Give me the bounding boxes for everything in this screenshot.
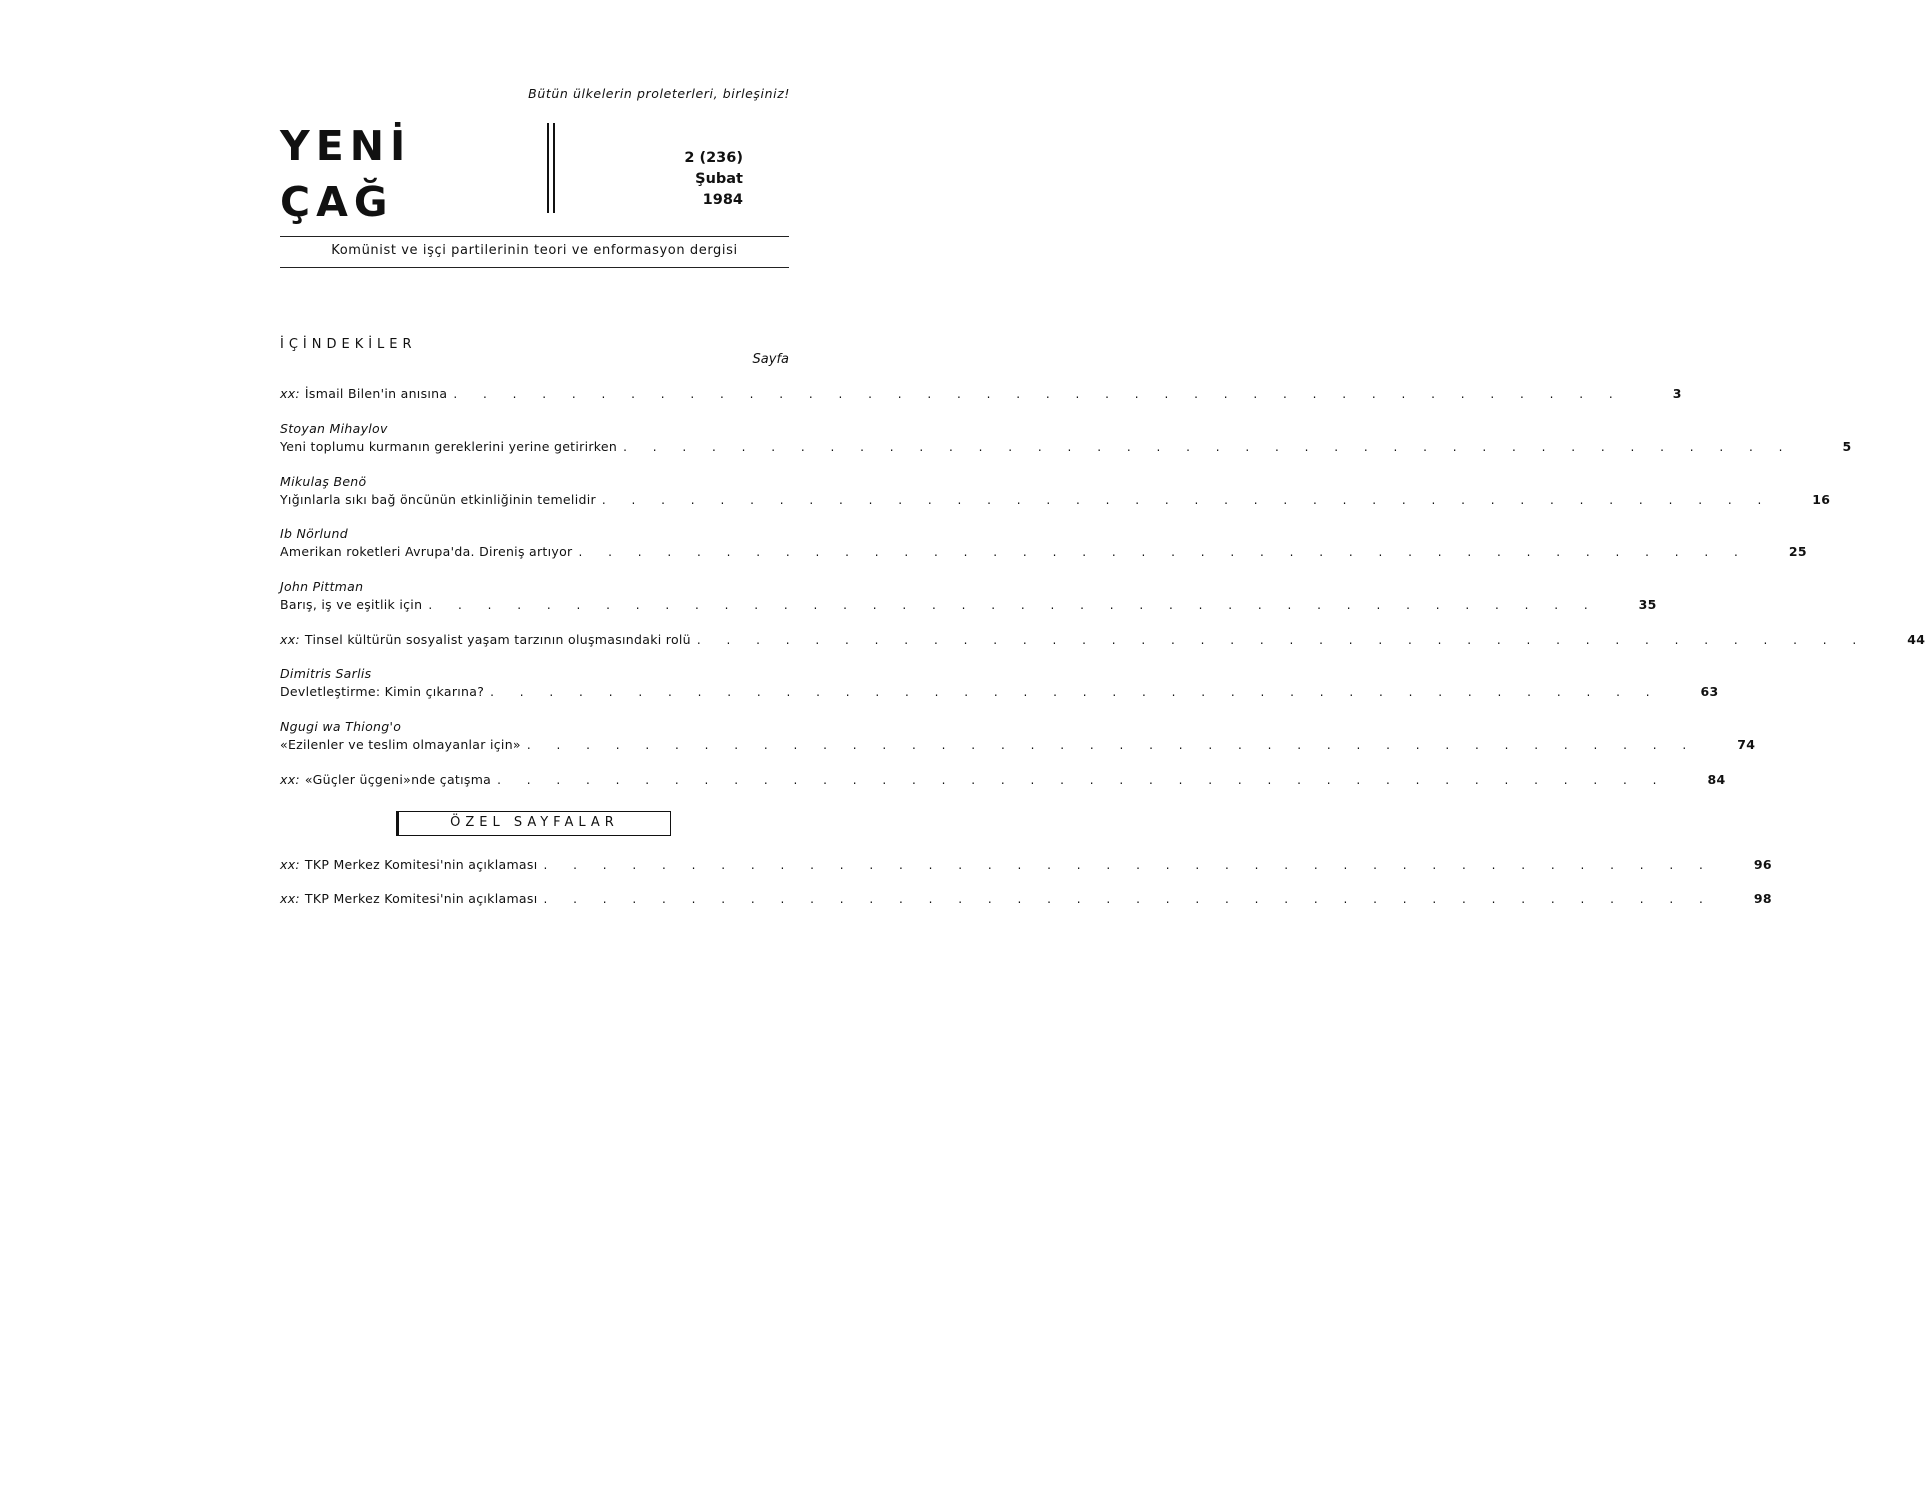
entry-title: Tinsel kültürün sosyalist yaşam tarzının oluşmasındaki rolü [304, 632, 691, 647]
entry-page-number: 63 [1700, 684, 1719, 699]
dot-leader: . . . . . . . . . . . . . . . . . . . . . . . . . . . . . . . . . . . . . . . . [428, 598, 1599, 612]
subtitle-bottom-rule [280, 267, 789, 268]
entry-title: TKP Merkez Komitesi'nin açıklaması [304, 857, 538, 872]
entry-author: Ib Nörlund [280, 526, 348, 541]
toc-entry-row [280, 438, 1852, 456]
entry-prefix: xx: [280, 386, 300, 401]
entry-author: Mikulaş Benö [280, 474, 367, 489]
masthead-divider [547, 123, 555, 213]
entry-author: Ngugi wa Thiong'o [280, 719, 402, 734]
issue-number: 2 (236) [684, 150, 743, 166]
masthead-line-1: YENİ [280, 122, 412, 170]
toc-entry [280, 525, 1807, 561]
entry-page-number: 74 [1737, 737, 1756, 752]
dot-leader: . . . . . . . . . . . . . . . . . . . . . . . . . . . . . . . . . . . . . . . . [601, 493, 1773, 507]
entry-title: Devletleştirme: Kimin çıkarına? [280, 684, 485, 699]
motto: Bütün ülkelerin proleterleri, birleşiniz! [528, 86, 790, 101]
entry-page-number: 98 [1753, 891, 1772, 906]
toc-entry [280, 631, 1925, 649]
dot-leader: . . . . . . . . . . . . . . . . . . . . . . . . . . . . . . . . . . . . . . . . [453, 387, 1624, 401]
toc-entry-row [280, 771, 1726, 789]
toc-entry [280, 718, 1756, 754]
entry-page-number: 96 [1753, 857, 1772, 872]
entry-page-number: 35 [1638, 597, 1657, 612]
entry-page-number: 44 [1907, 632, 1925, 647]
entry-title: Barış, iş ve eşitlik için [280, 597, 423, 612]
entry-title: Yeni toplumu kurmanın gereklerini yerine getirirken [280, 439, 618, 454]
dot-leader: . . . . . . . . . . . . . . . . . . . . . . . . . . . . . . . . . . . . . . . . [623, 440, 1794, 454]
entry-title: Amerikan roketleri Avrupa'da. Direniş artıyor [280, 544, 573, 559]
entry-prefix: xx: [280, 632, 300, 647]
dot-leader: . . . . . . . . . . . . . . . . . . . . . . . . . . . . . . . . . . . . . . . . [526, 738, 1698, 752]
entry-prefix: xx: [280, 891, 300, 906]
toc-entry [280, 665, 1719, 701]
masthead-title [280, 118, 440, 230]
subtitle-top-rule [280, 236, 789, 237]
toc-entry [280, 578, 1657, 614]
dot-leader: . . . . . . . . . . . . . . . . . . . . . . . . . . . . . . . . . . . . . . . . [578, 545, 1749, 559]
dot-leader: . . . . . . . . . . . . . . . . . . . . . . . . . . . . . . . . . . . . . . . . [543, 858, 1714, 872]
toc-entry [280, 420, 1852, 456]
entry-prefix: xx: [280, 772, 300, 787]
toc-entry-row [280, 683, 1719, 701]
entry-title: Yığınlarla sıkı bağ öncünün etkinliğinin temelidir [280, 492, 596, 507]
toc-entry-row [280, 385, 1682, 403]
issue-year: 1984 [702, 192, 743, 208]
entry-title: İsmail Bilen'in anısına [304, 386, 448, 401]
toc-entry [280, 473, 1831, 509]
toc-entry-row [280, 543, 1807, 561]
page-column-label: Sayfa [752, 352, 789, 367]
entry-title: TKP Merkez Komitesi'nin açıklaması [304, 891, 538, 906]
special-pages-heading: ÖZEL SAYFALAR [396, 811, 671, 836]
special-entry-row [280, 890, 1772, 908]
entry-author: John Pittman [280, 579, 364, 594]
entry-page-number: 16 [1812, 492, 1831, 507]
special-entry [280, 890, 1772, 908]
entry-author: Stoyan Mihaylov [280, 421, 388, 436]
toc-entry-row [280, 631, 1925, 649]
special-entry-row [280, 856, 1772, 874]
special-entry [280, 856, 1772, 874]
entry-page-number: 5 [1842, 439, 1852, 454]
entry-author: Dimitris Sarlis [280, 666, 372, 681]
issue-info [620, 148, 743, 211]
entry-page-number: 84 [1707, 772, 1726, 787]
issue-month: Şubat [695, 171, 743, 187]
dot-leader: . . . . . . . . . . . . . . . . . . . . . . . . . . . . . . . . . . . . . . . . [490, 685, 1661, 699]
toc-entry [280, 385, 1682, 403]
entry-page-number: 25 [1788, 544, 1807, 559]
toc-entry-row [280, 491, 1831, 509]
toc-entry-row [280, 736, 1756, 754]
entry-title: «Ezilenler ve teslim olmayanlar için» [280, 737, 521, 752]
dot-leader: . . . . . . . . . . . . . . . . . . . . . . . . . . . . . . . . . . . . . . . . [696, 633, 1868, 647]
toc-heading: İÇİNDEKİLER [280, 337, 417, 352]
toc-entry-row [280, 596, 1657, 614]
subtitle: Komünist ve işçi partilerinin teori ve enformasyon dergisi [331, 243, 738, 258]
toc-entry [280, 771, 1726, 789]
entry-page-number: 3 [1672, 386, 1682, 401]
entry-title: «Güçler üçgeni»nde çatışma [304, 772, 492, 787]
entry-prefix: xx: [280, 857, 300, 872]
dot-leader: . . . . . . . . . . . . . . . . . . . . . . . . . . . . . . . . . . . . . . . . [543, 892, 1714, 906]
dot-leader: . . . . . . . . . . . . . . . . . . . . . . . . . . . . . . . . . . . . . . . . [497, 773, 1668, 787]
masthead-line-2: ÇAĞ [280, 178, 394, 226]
